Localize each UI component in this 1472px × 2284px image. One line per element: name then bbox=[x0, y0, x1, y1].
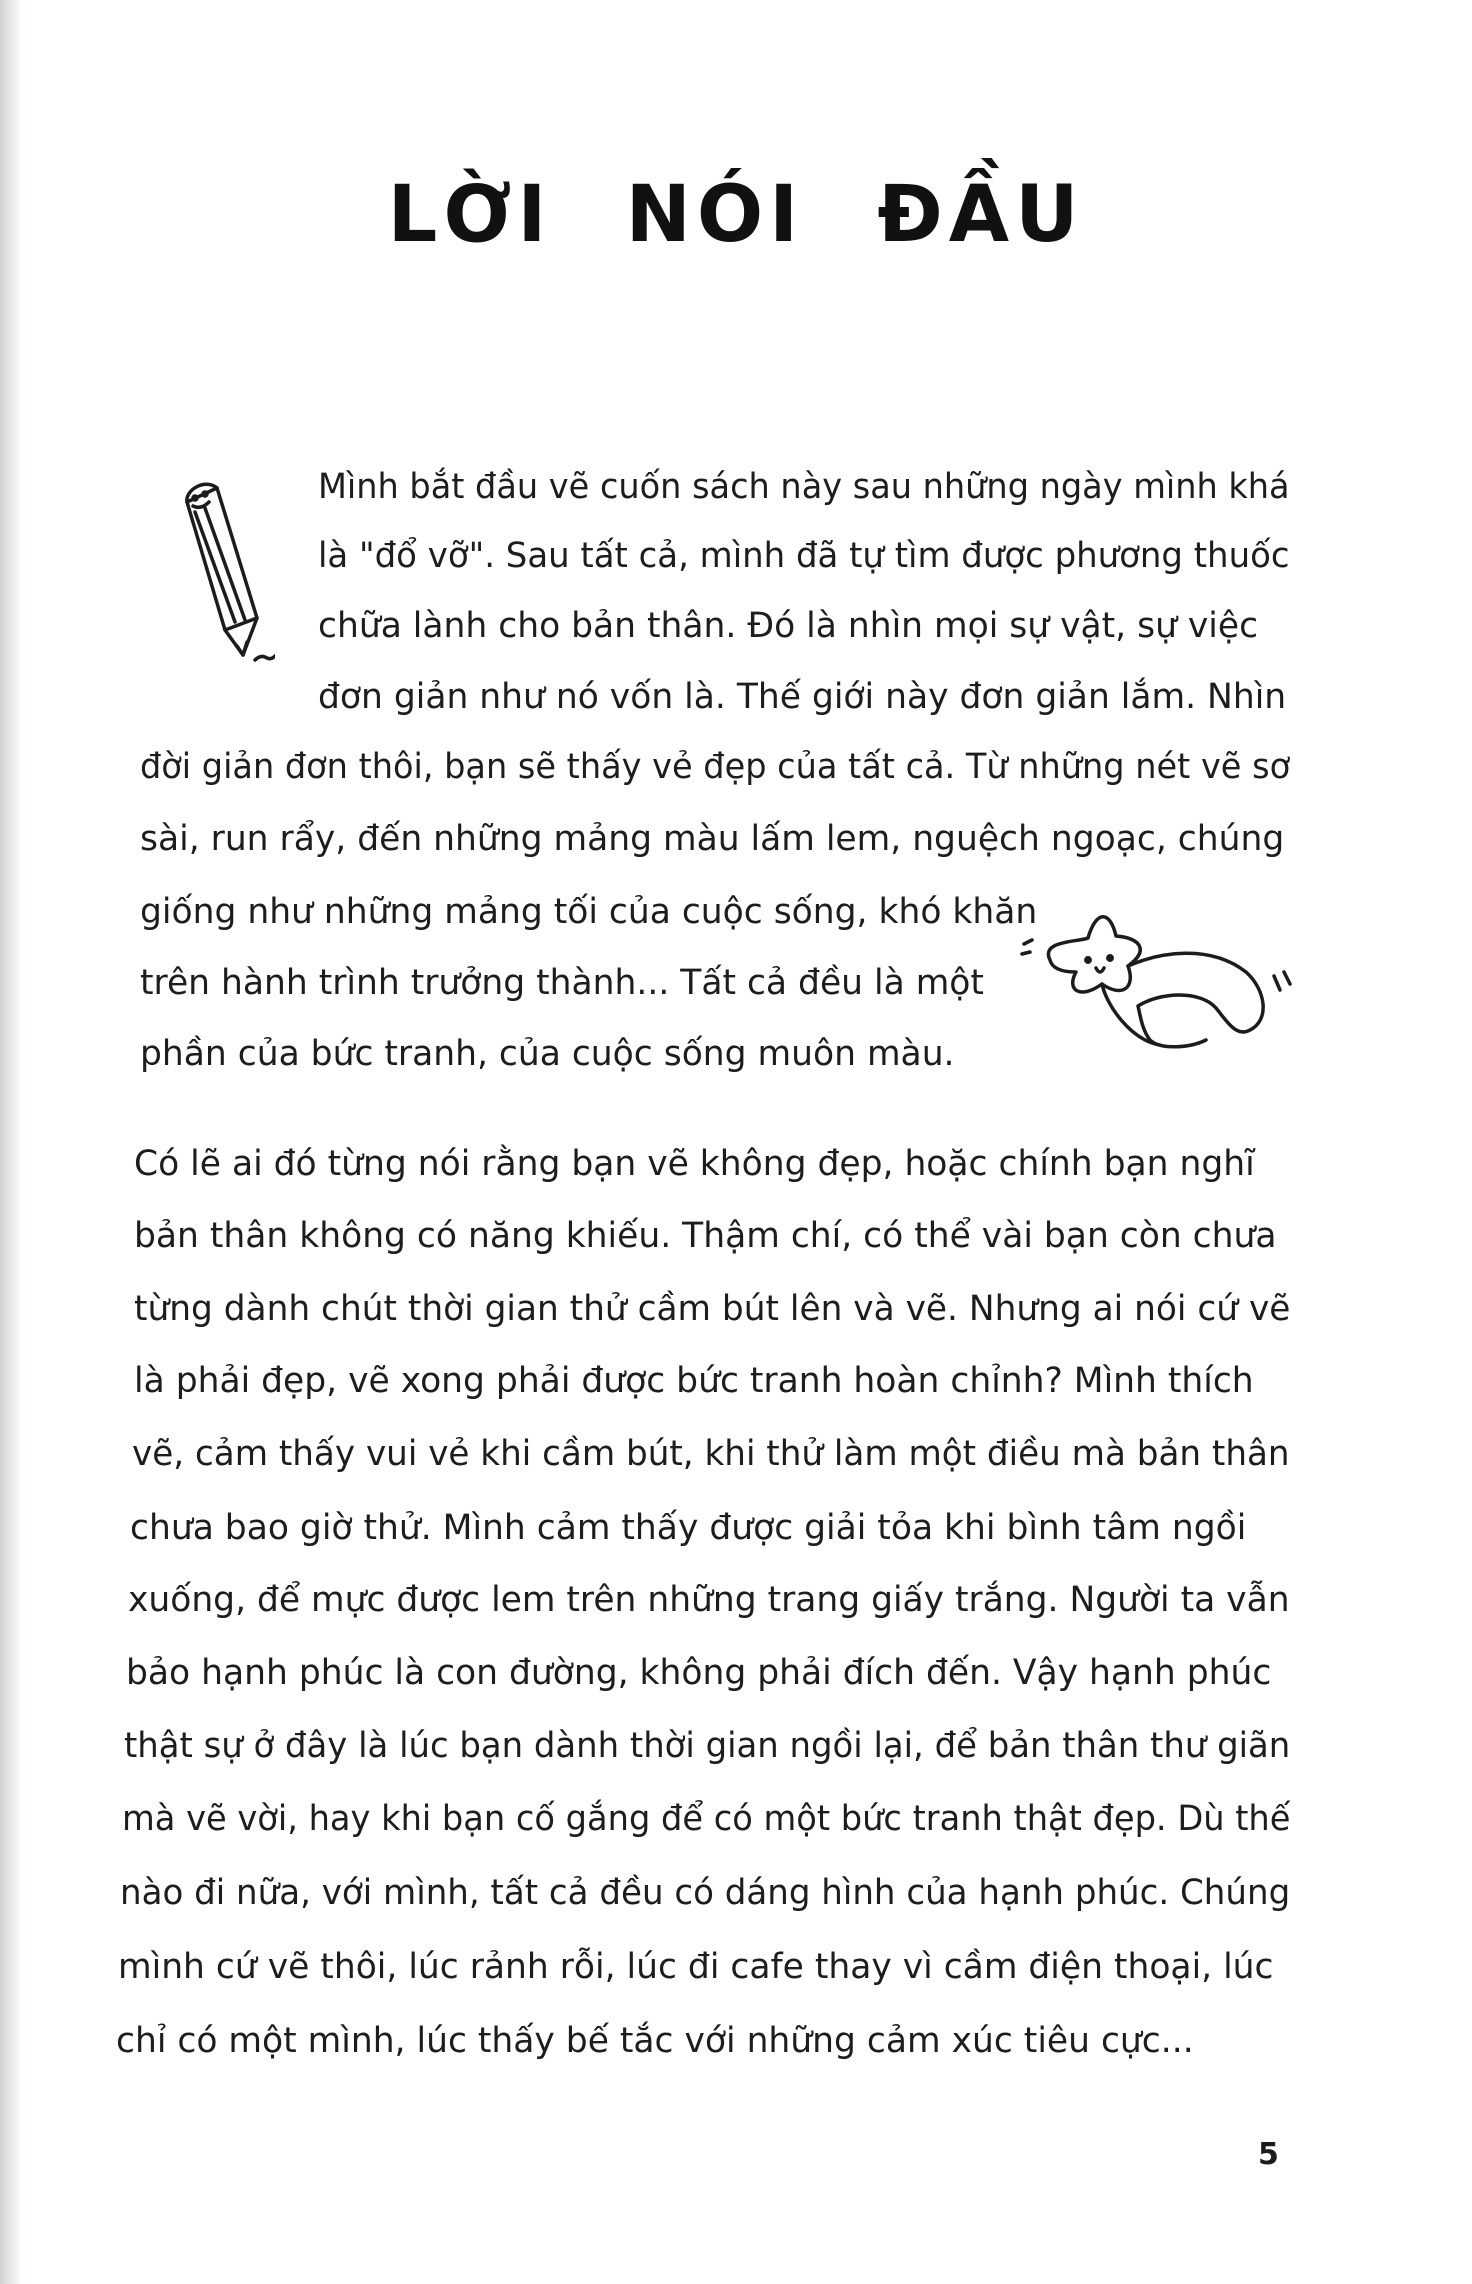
paragraph-2-line-12: mình cứ vẽ thôi, lúc rảnh rỗi, lúc đi cafe thay vì cầm điện thoại, lúc bbox=[118, 1947, 1274, 1987]
paragraph-1-line-7: giống như những mảng tối của cuộc sống, khó khăn bbox=[140, 892, 1038, 932]
paragraph-1-line-6: sài, run rẩy, đến những mảng màu lấm lem, nguệch ngoạc, chúng bbox=[140, 819, 1285, 859]
paragraph-1-line-4: đơn giản như nó vốn là. Thế giới này đơn giản lắm. Nhìn bbox=[318, 677, 1287, 717]
paragraph-1-line-3: chữa lành cho bản thân. Đó là nhìn mọi sự vật, sự việc bbox=[318, 606, 1259, 646]
paragraph-2-line-11: nào đi nữa, với mình, tất cả đều có dáng hình của hạnh phúc. Chúng bbox=[120, 1873, 1291, 1913]
paragraph-2-line-9: thật sự ở đây là lúc bạn dành thời gian ngồi lại, để bản thân thư giãn bbox=[124, 1726, 1291, 1766]
paragraph-2-line-1: Có lẽ ai đó từng nói rằng bạn vẽ không đẹp, hoặc chính bạn nghĩ bbox=[134, 1144, 1255, 1184]
page-number: 5 bbox=[1258, 2137, 1279, 2172]
paragraph-1-line-5: đời giản đơn thôi, bạn sẽ thấy vẻ đẹp của tất cả. Từ những nét vẽ sơ bbox=[140, 747, 1291, 787]
page-edge bbox=[0, 0, 22, 2284]
paragraph-2-line-4: là phải đẹp, vẽ xong phải được bức tranh hoàn chỉnh? Mình thích bbox=[134, 1361, 1254, 1401]
shooting-star-icon bbox=[1010, 880, 1300, 1080]
pencil-icon bbox=[165, 470, 275, 670]
paragraph-2-line-10: mà vẽ vời, hay khi bạn cố gắng để có một bức tranh thật đẹp. Dù thế bbox=[122, 1799, 1291, 1839]
paragraph-2-line-13: chỉ có một mình, lúc thấy bế tắc với những cảm xúc tiêu cực... bbox=[116, 2021, 1194, 2061]
paragraph-1-line-2: là "đổ vỡ". Sau tất cả, mình đã tự tìm được phương thuốc bbox=[318, 536, 1290, 576]
paragraph-2-line-2: bản thân không có năng khiếu. Thậm chí, có thể vài bạn còn chưa bbox=[134, 1216, 1277, 1256]
paragraph-2-line-5: vẽ, cảm thấy vui vẻ khi cầm bút, khi thử làm một điều mà bản thân bbox=[132, 1434, 1290, 1474]
paragraph-2-line-7: xuống, để mực được lem trên những trang giấy trắng. Người ta vẫn bbox=[128, 1580, 1290, 1620]
paragraph-2-line-6: chưa bao giờ thử. Mình cảm thấy được giải tỏa khi bình tâm ngồi bbox=[130, 1508, 1247, 1548]
paragraph-1-line-9: phần của bức tranh, của cuộc sống muôn màu. bbox=[140, 1034, 955, 1074]
paragraph-2-line-8: bảo hạnh phúc là con đường, không phải đích đến. Vậy hạnh phúc bbox=[126, 1653, 1272, 1693]
page-title: LỜI NÓI ĐẦU bbox=[387, 170, 1085, 260]
paragraph-2-line-3: từng dành chút thời gian thử cầm bút lên và vẽ. Nhưng ai nói cứ vẽ bbox=[134, 1289, 1291, 1329]
paragraph-1-line-1: Mình bắt đầu vẽ cuốn sách này sau những ngày mình khá bbox=[318, 467, 1290, 507]
paragraph-1-line-8: trên hành trình trưởng thành... Tất cả đều là một bbox=[140, 963, 984, 1003]
